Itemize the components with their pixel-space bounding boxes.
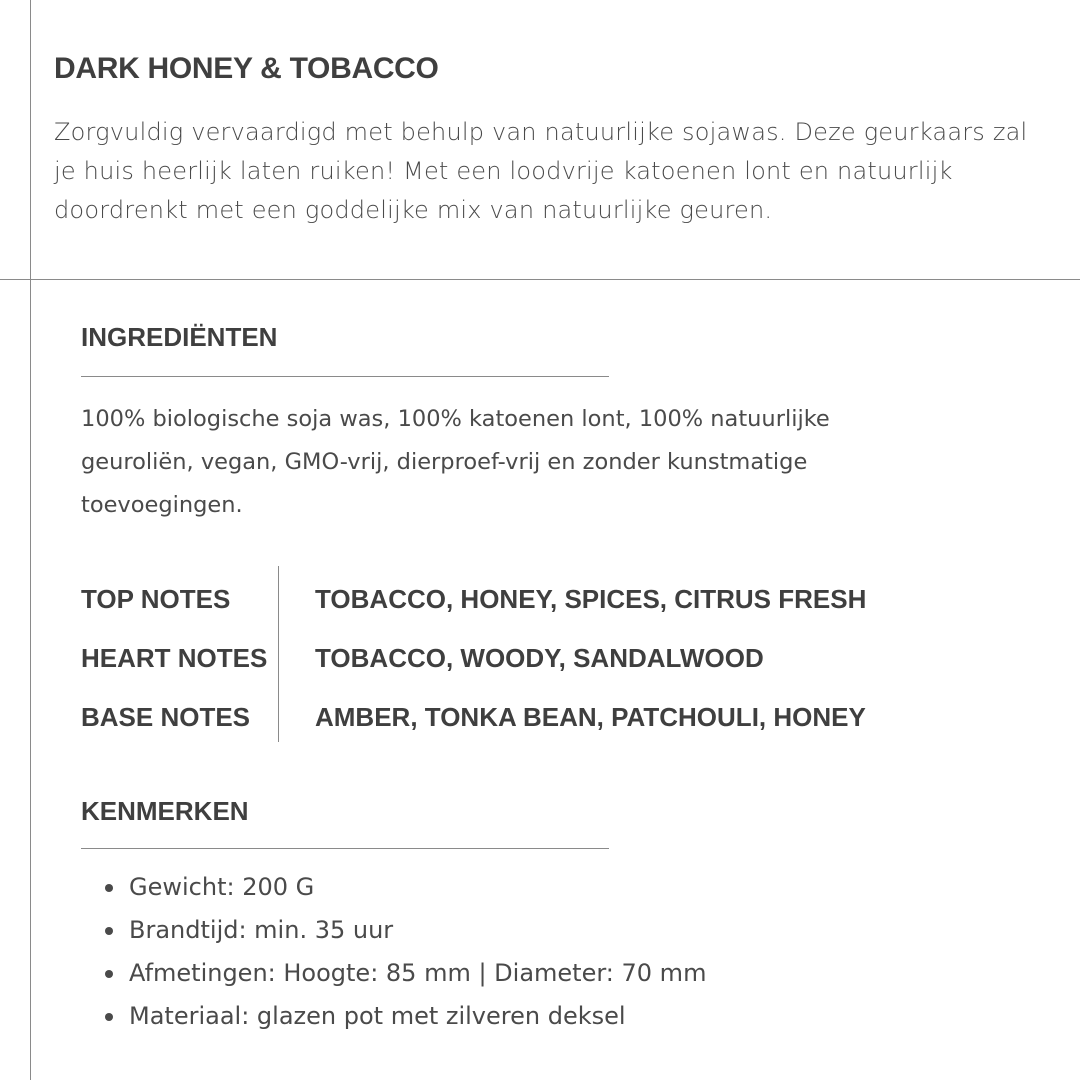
feature-material: Materiaal: glazen pot met zilveren deksel [129,1002,626,1030]
bullet-icon [105,884,113,892]
list-item [81,952,706,995]
features-heading: KENMERKEN [81,796,249,826]
section-divider-line [0,279,1080,280]
list-item [81,866,706,909]
ingredients-text: 100% biologische soja was, 100% katoenen lont, 100% natuurlijke geuroliën, vegan, GMO-vrij, dierproef-vrij en zonder kunstmatige toevoegingen. [81,406,830,518]
ingredients-underline [81,376,609,377]
product-description: Zorgvuldig vervaardigd met behulp van natuurlijke sojawas. Deze geurkaars zal je huis heerlijk laten ruiken! Met een loodvrije katoenen lont en natuurlijk doordrenkt met een goddelijke mix van natuurlijke geuren. [54,118,1028,224]
feature-dimensions: Afmetingen: Hoogte: 85 mm | Diameter: 70 mm [129,959,707,987]
heart-notes-value: TOBACCO, WOODY, SANDALWOOD [315,643,764,673]
ingredients-heading: INGREDIËNTEN [81,322,278,352]
base-notes-value: AMBER, TONKA BEAN, PATCHOULI, HONEY [315,702,866,732]
product-title: DARK HONEY & TOBACCO [54,52,439,85]
feature-weight: Gewicht: 200 G [129,873,315,901]
bullet-icon [105,970,113,978]
top-notes-label: TOP NOTES [81,584,231,614]
heart-notes-label: HEART NOTES [81,643,268,673]
features-underline [81,848,609,849]
features-list [81,866,706,1038]
feature-burn-time: Brandtijd: min. 35 uur [129,916,394,944]
list-item [81,909,706,952]
left-border-line [30,0,31,1080]
bullet-icon [105,927,113,935]
notes-divider [278,566,279,742]
list-item [81,995,706,1038]
bullet-icon [105,1013,113,1021]
top-notes-value: TOBACCO, HONEY, SPICES, CITRUS FRESH [315,584,867,614]
base-notes-label: BASE NOTES [81,702,251,732]
